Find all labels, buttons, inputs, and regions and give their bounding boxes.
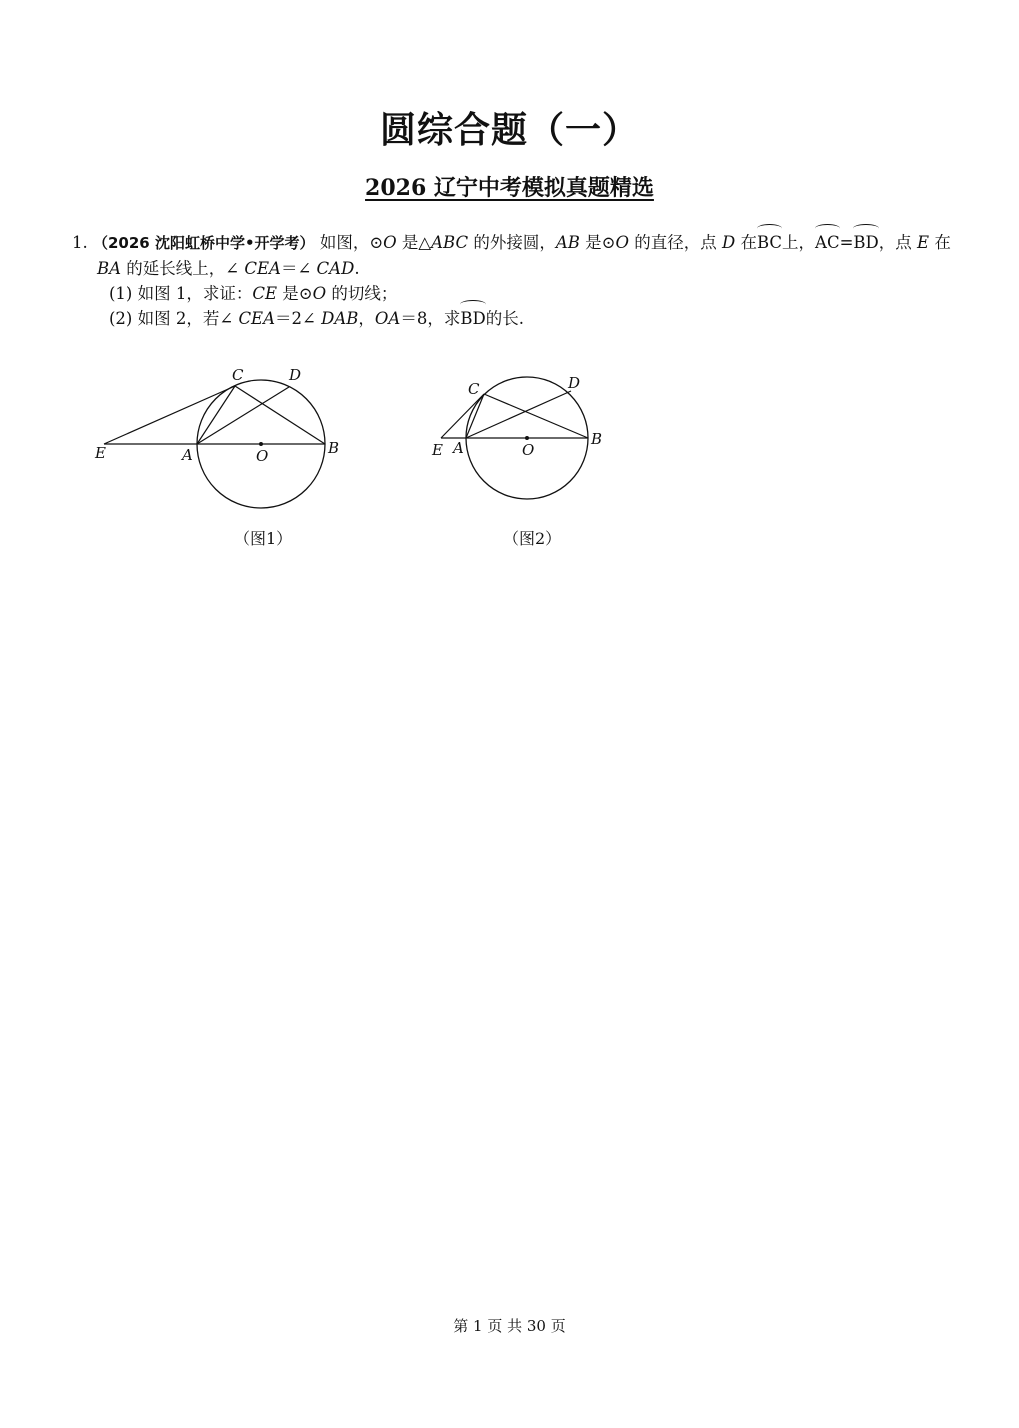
page-footer: 第 1 页 共 30 页 (453, 1317, 566, 1335)
question-source: （2026 沈阳虹桥中学•开学考） (93, 234, 315, 252)
label-c: C (468, 380, 480, 398)
page-subtitle: 2026 辽宁中考模拟真题精选 (365, 175, 654, 201)
figure-1-caption: （图1） (234, 529, 293, 548)
arc-bd: BD (853, 230, 878, 255)
figure-1-diagram (90, 360, 360, 520)
center-dot (525, 436, 529, 440)
line-ec (441, 394, 484, 438)
label-o: O (522, 441, 535, 459)
label-o: O (256, 447, 269, 465)
line-cb (235, 386, 325, 444)
label-d: D (289, 366, 302, 384)
label-e: E (432, 441, 443, 459)
question-1 (72, 230, 962, 331)
question-part-1: (1) 如图 1，求证：CE 是⊙O 的切线； (109, 284, 398, 303)
label-d: D (568, 374, 581, 392)
question-part-2: (2) 如图 2，若∠ CEA＝2∠ DAB，OA＝8，求BD的长. (72, 306, 962, 331)
label-e: E (95, 444, 106, 462)
page-title: 圆综合题（一） (379, 110, 639, 151)
arc-bd-2: BD (460, 306, 485, 331)
figure-2-diagram (425, 365, 625, 505)
line-ad (197, 387, 289, 444)
question-line-1: 1. （2026 沈阳虹桥中学•开学考） 如图，⊙O 是△ABC 的外接圆，AB 是⊙O 的直径，点 D 在BC上，AC=BD，点 E 在 (72, 230, 962, 256)
label-a: A (182, 446, 193, 464)
question-line-2: BA 的延长线上，∠ CEA＝∠ CAD. (97, 259, 360, 278)
label-a: A (453, 439, 464, 457)
question-number: 1. (72, 233, 88, 252)
figure-1 (90, 360, 360, 524)
figure-2 (425, 365, 625, 509)
figure-2-caption: （图2） (503, 529, 562, 548)
center-dot (259, 442, 263, 446)
label-c: C (232, 366, 244, 384)
arc-ac: AC (815, 230, 840, 255)
line-cb (484, 394, 588, 438)
arc-bc: BC (757, 230, 782, 255)
label-b: B (328, 439, 340, 457)
label-b: B (591, 430, 603, 448)
